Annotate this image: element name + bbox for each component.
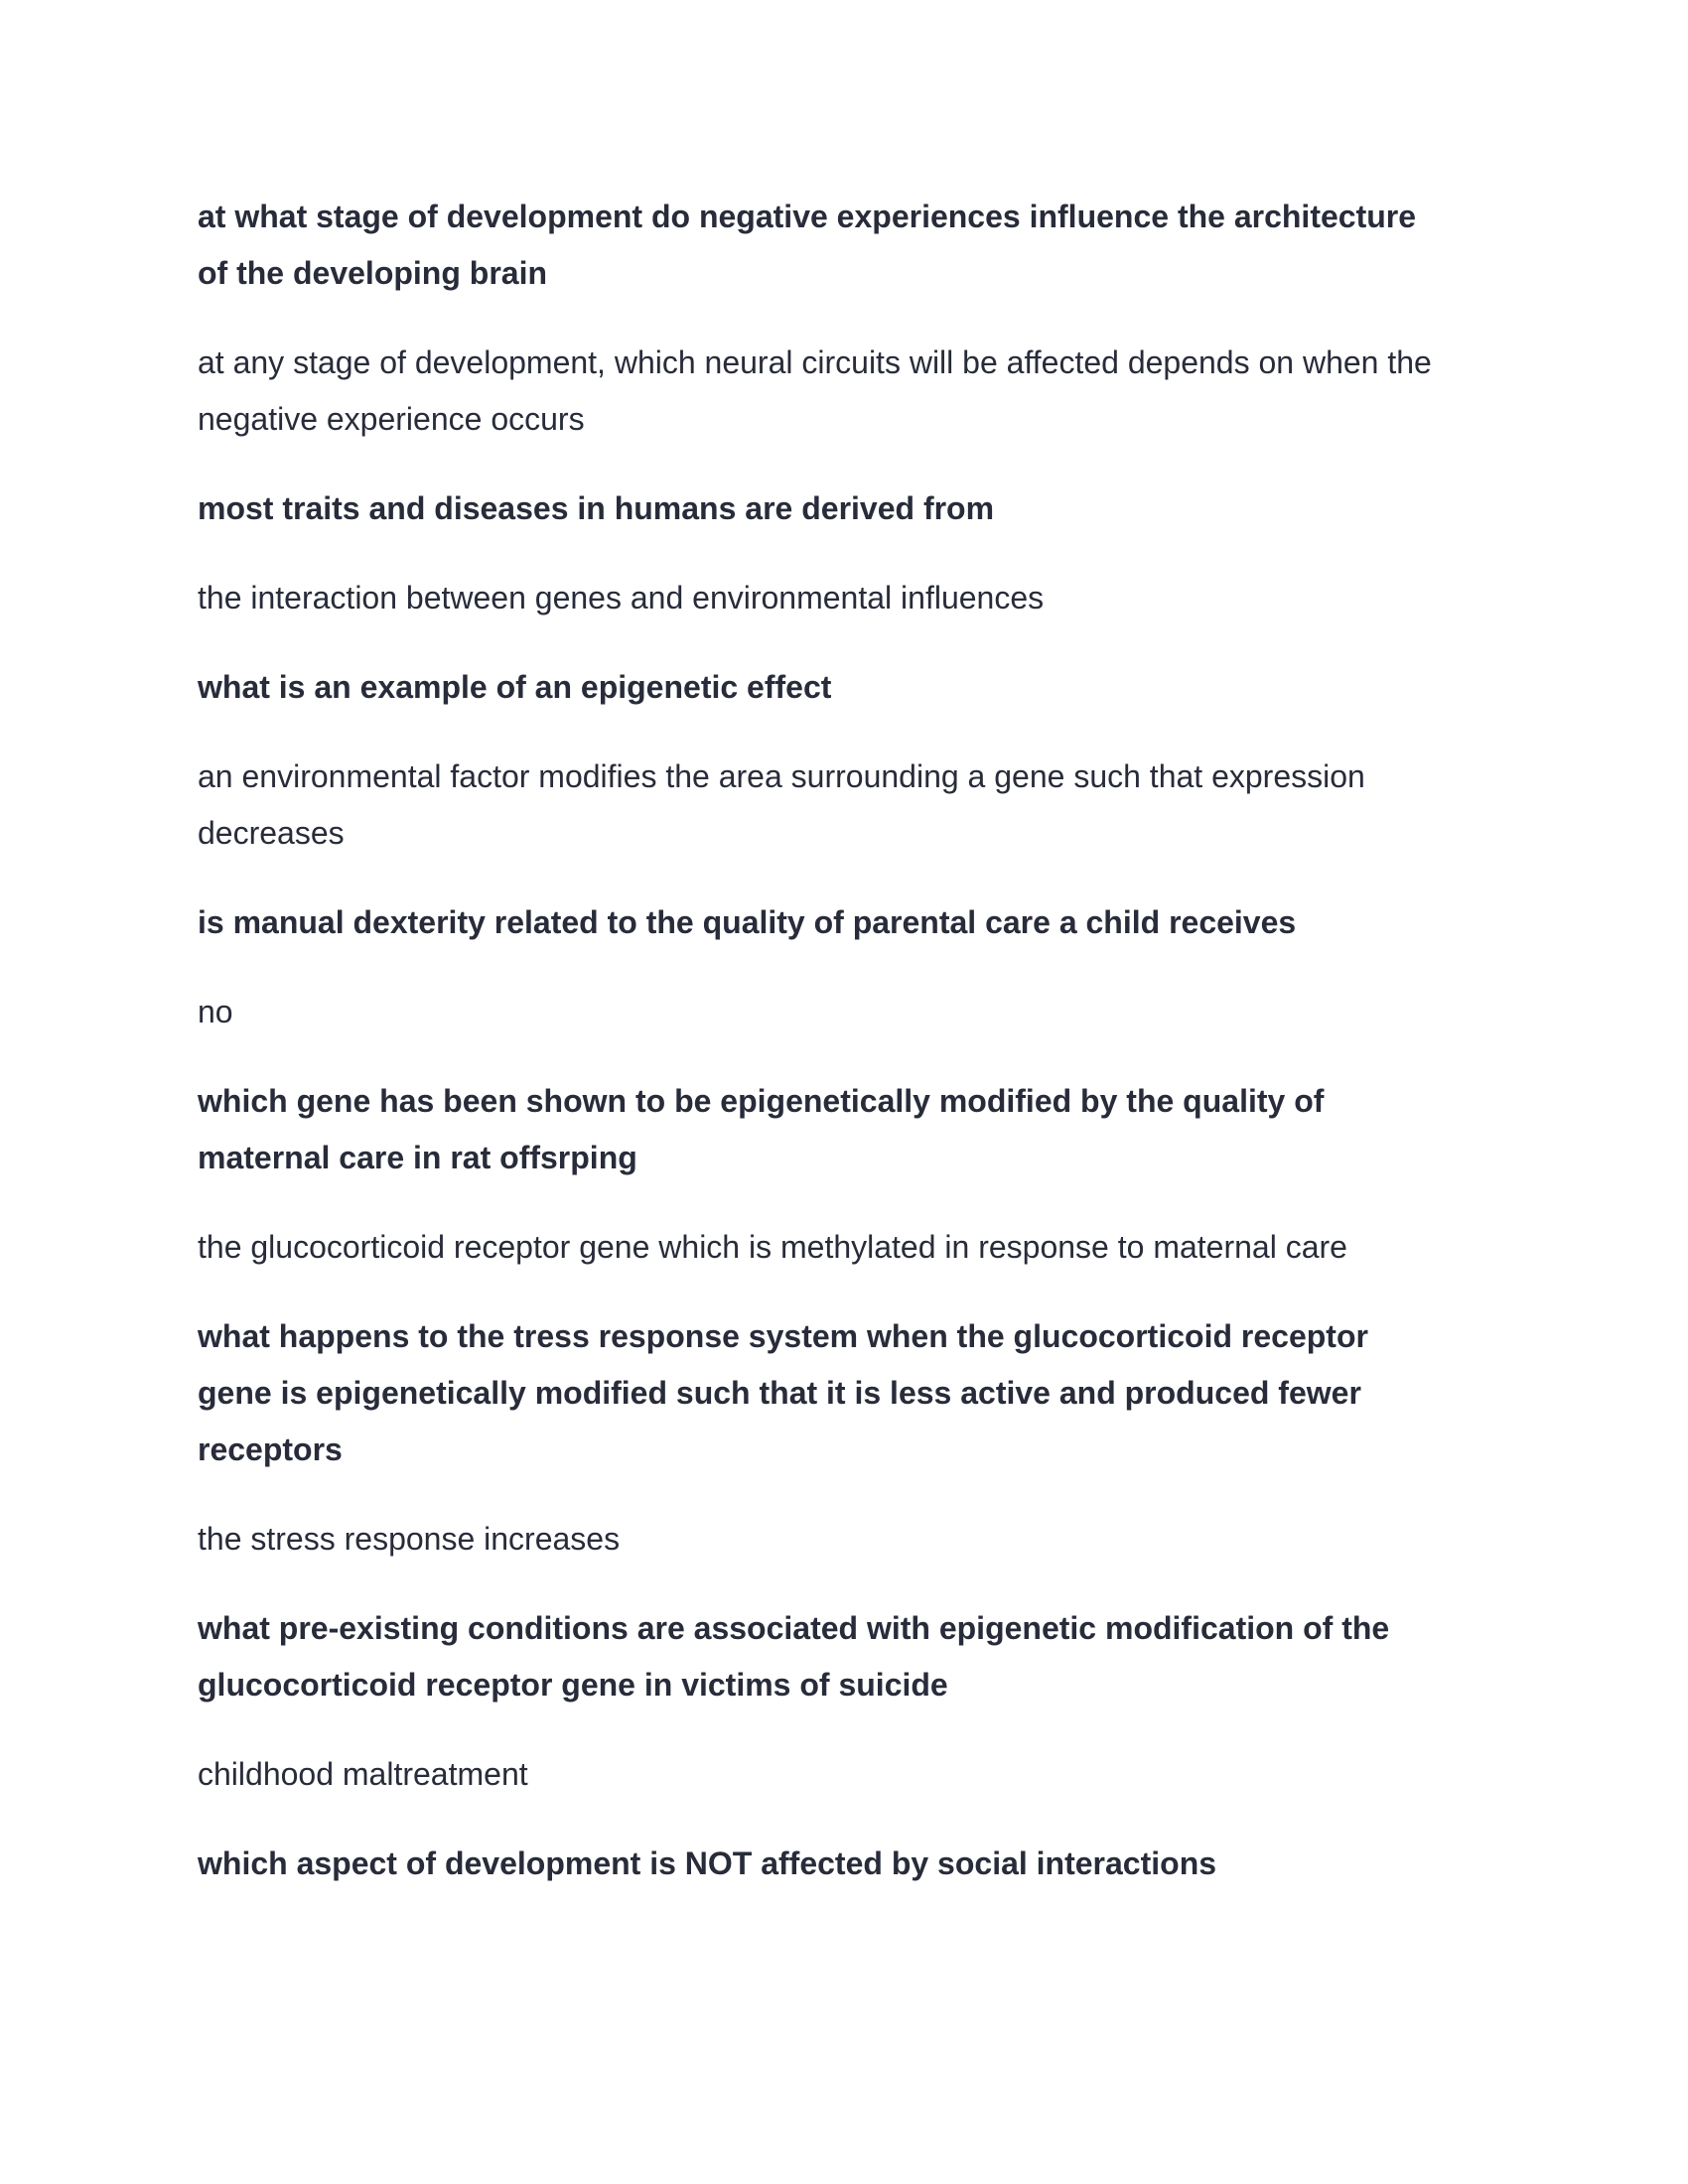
answer-text <box>198 570 1508 626</box>
text-line: the stress response increases <box>198 1521 621 1557</box>
text-line: which aspect of development is NOT affected by social interactions <box>198 1845 1217 1881</box>
text-line: childhood maltreatment <box>198 1756 528 1792</box>
answer-text <box>198 1219 1508 1276</box>
question-text <box>198 1836 1508 1892</box>
question-text <box>198 1600 1508 1713</box>
document-body <box>198 189 1508 1925</box>
text-line: negative experience occurs <box>198 401 585 437</box>
text-line: receptors <box>198 1432 343 1467</box>
text-line: is manual dexterity related to the quality of parental care a child receives <box>198 904 1297 940</box>
text-line: no <box>198 994 233 1029</box>
text-line: gene is epigenetically modified such that it is less active and produced fewer <box>198 1375 1361 1411</box>
text-line: the interaction between genes and environmental influences <box>198 580 1045 615</box>
answer-text <box>198 1746 1508 1803</box>
text-line: what pre-existing conditions are associated with epigenetic modification of the <box>198 1610 1390 1646</box>
question-text <box>198 189 1508 302</box>
text-line: at what stage of development do negative experiences influence the architecture <box>198 199 1417 234</box>
text-line: glucocorticoid receptor gene in victims of suicide <box>198 1667 948 1703</box>
text-line: most traits and diseases in humans are derived from <box>198 490 995 526</box>
text-line: which gene has been shown to be epigenetically modified by the quality of <box>198 1083 1325 1119</box>
text-line: the glucocorticoid receptor gene which is methylated in response to maternal care <box>198 1229 1347 1265</box>
answer-text <box>198 335 1508 448</box>
text-line: what is an example of an epigenetic effect <box>198 669 832 705</box>
text-line: what happens to the tress response system when the glucocorticoid receptor <box>198 1318 1368 1354</box>
question-text <box>198 659 1508 716</box>
question-text <box>198 894 1508 951</box>
text-line: of the developing brain <box>198 255 548 291</box>
text-line: decreases <box>198 815 345 851</box>
question-text <box>198 480 1508 537</box>
answer-text <box>198 984 1508 1040</box>
text-line: an environmental factor modifies the area surrounding a gene such that expression <box>198 758 1365 794</box>
text-line: at any stage of development, which neural circuits will be affected depends on when the <box>198 344 1432 380</box>
text-line: maternal care in rat offsrping <box>198 1140 637 1175</box>
question-text <box>198 1073 1508 1186</box>
answer-text <box>198 749 1508 862</box>
answer-text <box>198 1511 1508 1568</box>
question-text <box>198 1308 1508 1478</box>
